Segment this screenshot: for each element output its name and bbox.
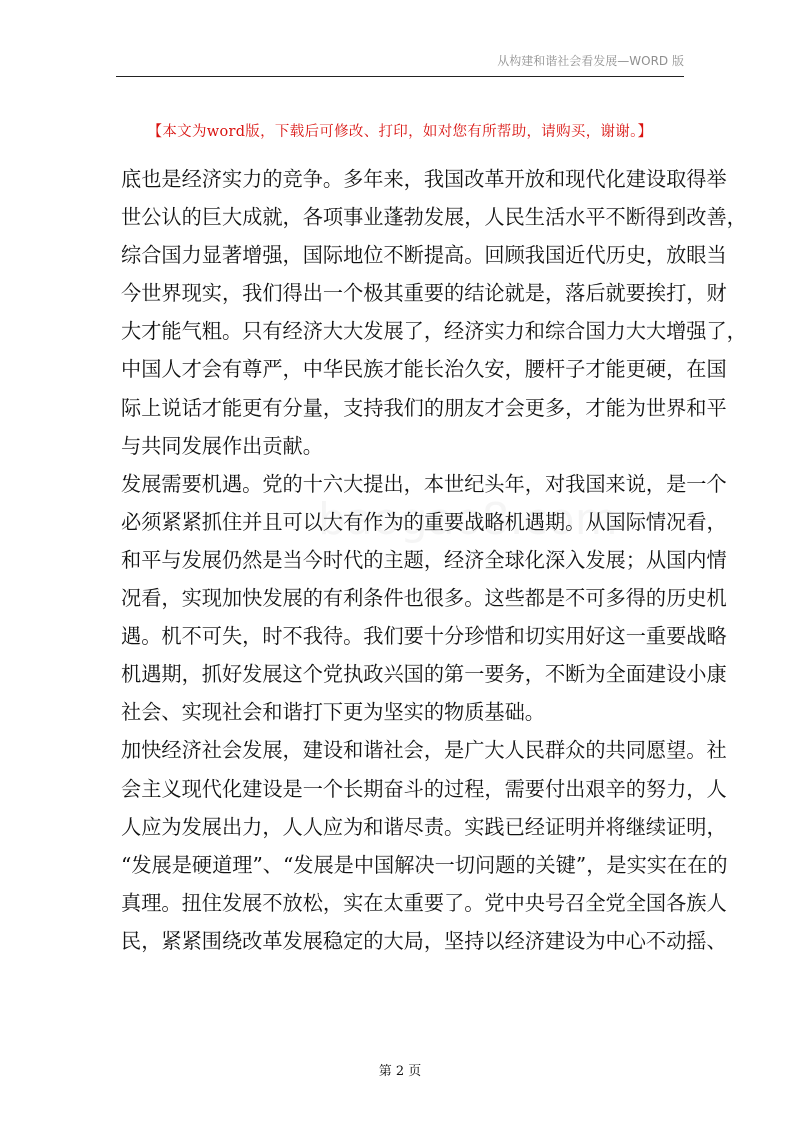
text-line: 中国人才会有尊严，中华民族才能长治久安，腰杆子才能更硬，在国 bbox=[121, 357, 727, 382]
text-line: 大才能气粗。只有经济大大发展了，经济实力和综合国力大大增强了， bbox=[121, 319, 747, 344]
text-line: 加快经济社会发展，建设和谐社会，是广大人民群众的共同愿望。社 bbox=[121, 738, 727, 763]
header-divider bbox=[116, 76, 684, 77]
text-line: 会主义现代化建设是一个长期奋斗的过程，需要付出艰辛的努力，人 bbox=[121, 776, 727, 801]
text-line: 民，紧紧围绕改革发展稳定的大局，坚持以经济建设为中心不动摇、 bbox=[121, 928, 727, 953]
text-line: 人应为发展出力，人人应为和谐尽责。实践已经证明并将继续证明， bbox=[121, 814, 727, 839]
text-line: 机遇期，抓好发展这个党执政兴国的第一要务，不断为全面建设小康 bbox=[121, 662, 727, 687]
text-line: 今世界现实，我们得出一个极其重要的结论就是，落后就要挨打，财 bbox=[121, 281, 727, 306]
text-line: 际上说话才能更有分量，支持我们的朋友才会更多，才能为世界和平 bbox=[121, 395, 727, 420]
paragraph-2 bbox=[121, 465, 727, 732]
text-line: 底也是经济实力的竞争。多年来，我国改革开放和现代化建设取得举 bbox=[121, 167, 727, 191]
text-line: 世公认的巨大成就，各项事业蓬勃发展，人民生活水平不断得到改善， bbox=[121, 205, 747, 230]
paragraph-3 bbox=[121, 731, 728, 960]
text-line: 发展需要机遇。党的十六大提出，本世纪头年，对我国来说，是一个 bbox=[121, 471, 727, 496]
page-number: 第 2 页 bbox=[378, 1064, 422, 1079]
text-line: 和平与发展仍然是当今时代的主题，经济全球化深入发展；从国内情 bbox=[121, 547, 727, 572]
text-line: 综合国力显著增强，国际地位不断提高。回顾我国近代历史，放眼当 bbox=[121, 243, 727, 268]
text-line: 必须紧紧抓住并且可以大有作为的重要战略机遇期。从国际情况看， bbox=[121, 509, 727, 534]
purchase-notice: 【本文为word版，下载后可修改、打印，如对您有所帮助，请购买，谢谢。】 bbox=[147, 124, 653, 140]
text-line: 与共同发展作出贡献。 bbox=[121, 433, 323, 458]
document-body bbox=[121, 160, 747, 960]
paragraph-1 bbox=[121, 160, 747, 465]
text-line: 真理。扭住发展不放松，实在太重要了。党中央号召全党全国各族人 bbox=[121, 890, 727, 915]
text-line: “发展是硬道理”、“发展是中国解决一切问题的关键”，是实实在在的 bbox=[121, 852, 728, 877]
text-line: 遇。机不可失，时不我待。我们要十分珍惜和切实用好这一重要战略 bbox=[121, 624, 727, 649]
page-header-title: 从构建和谐社会看发展—WORD 版 bbox=[497, 54, 684, 68]
text-line: 况看，实现加快发展的有利条件也很多。这些都是不可多得的历史机 bbox=[121, 586, 727, 611]
text-line: 社会、实现社会和谐打下更为坚实的物质基础。 bbox=[121, 700, 545, 725]
